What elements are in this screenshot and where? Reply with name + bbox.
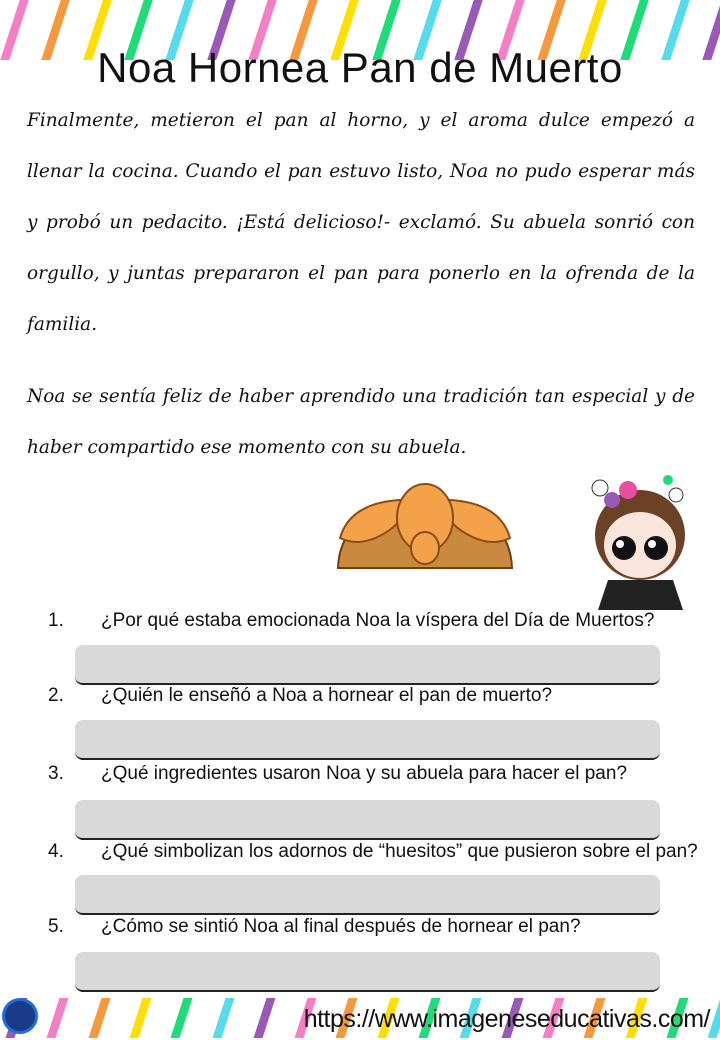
answer-box[interactable]	[75, 952, 660, 992]
question-text: ¿Qué ingredientes usaron Noa y su abuela para hacer el pan?	[101, 763, 628, 784]
question-number: 3.	[48, 763, 64, 784]
stripe	[47, 998, 69, 1038]
question-number: 1.	[48, 610, 64, 631]
story-paragraph-2: Noa se sentía feliz de haber aprendido una tradición tan especial y de haber compartido ese momento con su abuela.	[27, 386, 695, 458]
question-text: ¿Cómo se sintió Noa al final después de hornear el pan?	[101, 916, 581, 937]
catrina-girl-illustration	[578, 460, 703, 612]
answer-box[interactable]	[75, 875, 660, 915]
stripe	[212, 998, 234, 1038]
question-number: 5.	[48, 916, 64, 937]
story-paragraph-1: Finalmente, metieron el pan al horno, y el aroma dulce empezó a llenar la cocina. Cuando el pan estuvo listo, Noa no pudo esperar más y probó un pedacito. ¡Está delicioso!- exclamó. Su abuela sonrió con orgullo, y juntas prepararon el pan para ponerlo en la ofrenda de la familia.	[27, 110, 695, 335]
footer-url-link[interactable]: https://www.imageneseducativas.com/	[303, 1005, 710, 1033]
stripe	[171, 998, 193, 1038]
question-number: 2.	[48, 685, 64, 706]
question-text: ¿Quién le enseñó a Noa a hornear el pan de muerto?	[101, 685, 553, 706]
answer-box[interactable]	[75, 720, 660, 760]
answer-box[interactable]	[75, 800, 660, 840]
pan-de-muerto-illustration	[330, 478, 520, 573]
stripe	[129, 998, 151, 1038]
page-title: Noa Hornea Pan de Muerto	[97, 44, 623, 91]
stripe	[253, 998, 275, 1038]
site-logo	[2, 998, 38, 1034]
stripe	[88, 998, 110, 1038]
answer-box[interactable]	[75, 645, 660, 685]
question-text: ¿Qué simbolizan los adornos de “huesitos” que pusieron sobre el pan?	[101, 841, 698, 862]
question-text: ¿Por qué estaba emocionada Noa la víspera del Día de Muertos?	[101, 610, 655, 631]
question-number: 4.	[48, 841, 64, 862]
